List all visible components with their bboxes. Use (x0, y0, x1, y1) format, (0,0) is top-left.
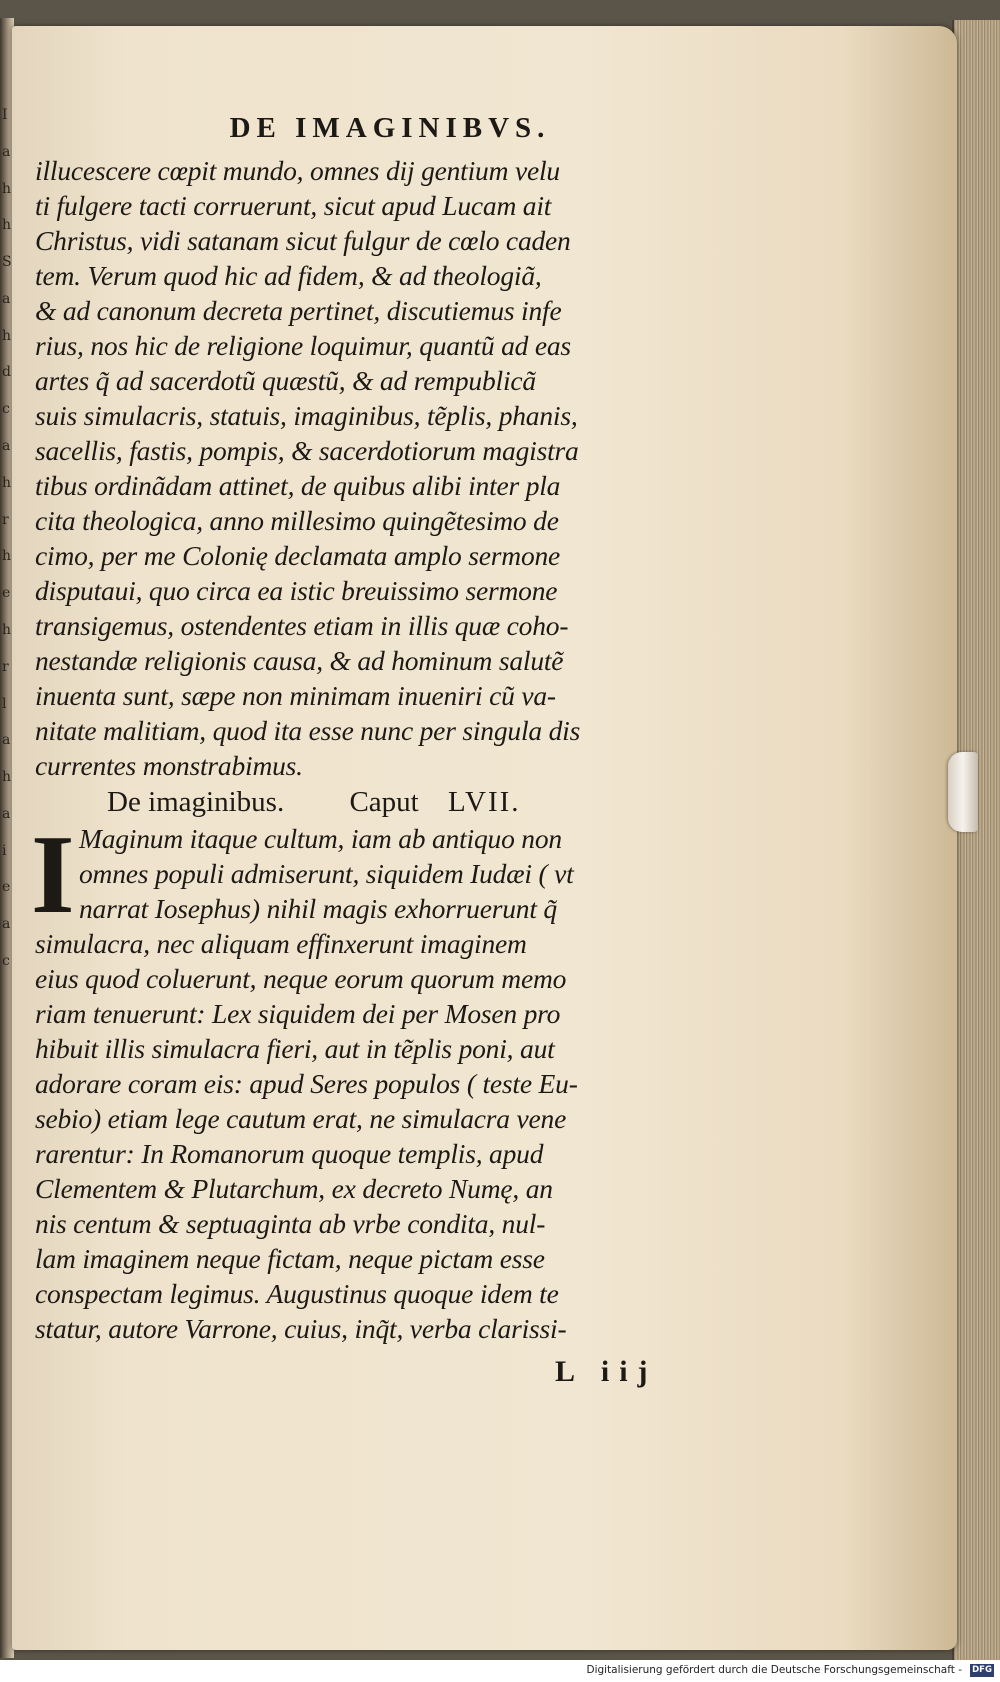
text-line: nitate malitiam, quod ita esse nunc per singula dis (35, 715, 581, 746)
text-line: rarentur: In Romanorum quoque templis, apud (35, 1138, 544, 1169)
text-line: simulacra, nec aliquam effinxerunt imaginem (35, 928, 527, 959)
margin-letter: r (2, 658, 9, 675)
text-line: Maginum itaque cultum, iam ab antiquo non (79, 823, 562, 854)
text-line: rius, nos hic de religione loquimur, quantũ ad eas (35, 330, 571, 361)
text-line: nis centum & septuaginta ab vrbe condita, nul- (35, 1208, 546, 1239)
margin-letter: a (2, 290, 11, 307)
dfg-logo: DFG (970, 1664, 994, 1677)
page-text (31, 112, 745, 1346)
preamble-paragraph (35, 153, 745, 783)
text-line: eius quod coluerunt, neque eorum quorum memo (35, 963, 567, 994)
text-line: currentes monstrabimus. (35, 750, 303, 781)
margin-letter: r (2, 511, 9, 528)
chapter-number: LVII. (447, 786, 521, 818)
margin-letter: a (2, 916, 11, 933)
text-line: adorare coram eis: apud Seres populos ( teste Eu- (35, 1068, 578, 1099)
text-line: cita theologica, anno millesimo quingẽtesimo de (35, 505, 559, 536)
page-clip-tab (948, 752, 978, 832)
text-line: tem. Verum quod hic ad fidem, & ad theologiã, (35, 260, 542, 291)
text-line: sebio) etiam lege cautum erat, ne simulacra vene (35, 1103, 567, 1134)
text-line: omnes populi admiserunt, siquidem Iudæi ( vt (79, 858, 574, 889)
text-line: inuenta sunt, sæpe non minimam inueniri cũ va- (35, 680, 556, 711)
margin-letter: h (2, 621, 12, 638)
text-line: statur, autore Varrone, cuius, inq̃t, verba clarissi- (35, 1313, 567, 1344)
text-line: transigemus, ostendentes etiam in illis quæ coho- (35, 610, 569, 641)
margin-letter: I (2, 107, 8, 123)
running-head: DE IMAGINIBVS. (229, 112, 551, 144)
text-line: hibuit illis simulacra fieri, aut in tẽplis poni, aut (35, 1033, 555, 1064)
footer-text: Digitalisierung gefördert durch die Deutsche Forschungsgemeinschaft - (586, 1664, 962, 1676)
margin-letter: e (2, 879, 11, 896)
text-line: tibus ordinãdam attinet, de quibus alibi inter pla (35, 470, 561, 501)
margin-letter: a (2, 732, 11, 749)
text-line: suis simulacris, statuis, imaginibus, tẽplis, phanis, (35, 400, 578, 431)
margin-letter: d (2, 364, 11, 381)
text-line: nestandæ religionis causa, & ad hominum salutẽ (35, 645, 564, 676)
margin-letter: a (2, 805, 11, 822)
margin-letter: c (2, 952, 10, 969)
margin-letter: c (2, 401, 10, 418)
chapter-body (35, 926, 745, 1346)
text-line: conspectam legimus. Augustinus quoque idem te (35, 1278, 559, 1309)
margin-letter: S (2, 254, 12, 271)
text-line: artes q̃ ad sacerdotũ quæstũ, & ad rempublicã (35, 365, 536, 396)
margin-letter: h (2, 180, 12, 197)
text-line: narrat Iosephus) nihil magis exhorruerunt q̃ (79, 893, 557, 924)
margin-letter: a (2, 438, 11, 455)
margin-letter: i (2, 842, 7, 859)
margin-letter: a (2, 143, 11, 160)
text-line: lam imaginem neque fictam, neque pictam esse (35, 1243, 545, 1274)
facing-page-margin-letters (2, 108, 14, 968)
margin-letter: h (2, 769, 12, 786)
footer-credit (0, 1660, 1000, 1681)
text-line: riam tenuerunt: Lex siquidem dei per Mosen pro (35, 998, 561, 1029)
text-line: Christus, vidi satanam sicut fulgur de cœlo caden (35, 225, 571, 256)
page-stack-edge (952, 20, 1000, 1660)
text-line: cimo, per me Colonię declamata amplo sermone (35, 540, 561, 571)
margin-letter: h (2, 217, 12, 234)
text-line: sacellis, fastis, pompis, & sacerdotiorum magistra (35, 435, 579, 466)
text-line: illucescere cœpit mundo, omnes dij gentium velu (35, 155, 560, 186)
text-line: ti fulgere tacti corruerunt, sicut apud Lucam ait (35, 190, 552, 221)
margin-letter: h (2, 327, 12, 344)
chapter-heading (35, 783, 745, 821)
text-line: disputaui, quo circa ea istic breuissimo sermone (35, 575, 558, 606)
initial-lines (35, 821, 745, 926)
text-line: & ad canonum decreta pertinet, discutiemus infe (35, 295, 562, 326)
margin-letter: h (2, 548, 12, 565)
signature-mark: L iij (555, 1355, 658, 1388)
margin-letter: e (2, 585, 11, 602)
chapter-caput-label: Caput (349, 786, 419, 818)
text-line: Clementem & Plutarchum, ex decreto Numę, an (35, 1173, 553, 1204)
margin-letter: l (2, 695, 7, 712)
margin-letter: h (2, 474, 12, 491)
drop-cap-initial: I (31, 813, 75, 937)
chapter-title: De imaginibus. (107, 786, 285, 818)
chapter-opening (31, 813, 745, 937)
